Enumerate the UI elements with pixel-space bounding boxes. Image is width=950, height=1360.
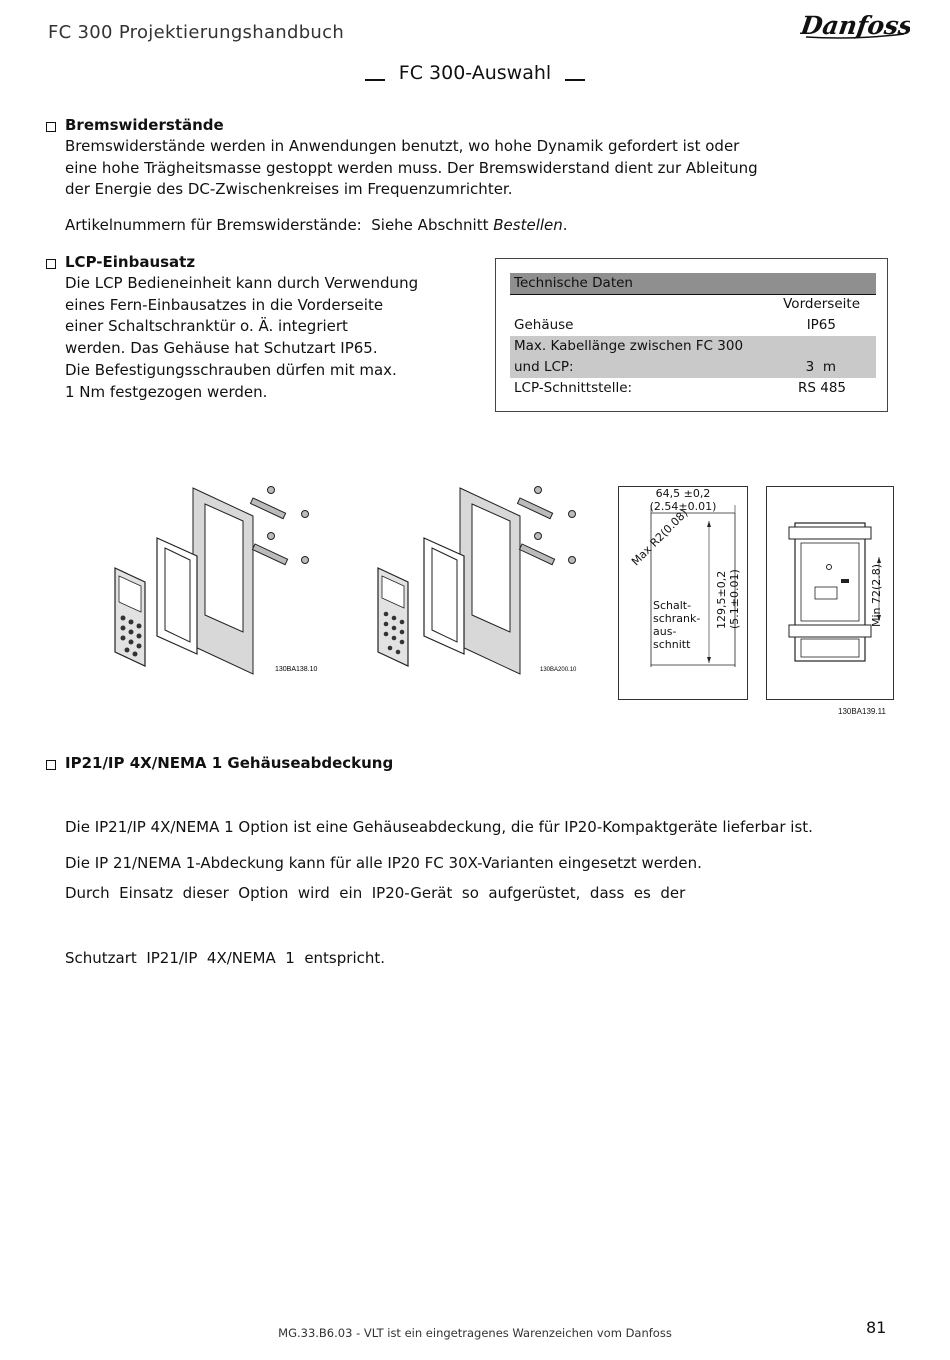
lcp-kit-exploded-drawing — [105, 478, 335, 678]
table-cell-label: und LCP: — [514, 359, 574, 375]
table-header-row — [510, 294, 876, 315]
footer-text: MG.33.B6.03 - VLT ist ein eingetragenes Warenzeichen vom Danfoss — [278, 1326, 672, 1340]
lcp-kit-exploded-drawing-variant — [372, 478, 602, 678]
height-mm: 129,5±0,2 — [715, 570, 728, 629]
lcp-paragraph — [65, 273, 418, 403]
danfoss-logo — [800, 4, 910, 50]
brake-line: der Energie des DC-Zwischenkreises im Frequenzumrichter. — [65, 180, 513, 199]
figure-code: 130BA138.10 — [275, 666, 318, 673]
min-dimension: Min 72(2.8) — [870, 563, 883, 627]
section-title — [0, 62, 950, 84]
svg-text:Danfoss: Danfoss — [800, 10, 910, 40]
brake-heading: Bremswiderstände — [65, 116, 224, 134]
technical-data-table — [495, 258, 888, 412]
lcp-heading: LCP-Einbausatz — [65, 253, 196, 271]
brake-line: eine hohe Trägheitsmasse gestoppt werden muss. Der Bremswiderstand dient zur Ableitung — [65, 158, 758, 177]
table-cell-value: IP65 — [806, 317, 836, 333]
figure-code: 130BA139.11 — [838, 707, 886, 716]
bullet-checkbox-icon — [46, 122, 56, 132]
cutout-label-line: aus- — [653, 625, 677, 638]
lcp-line: Die LCP Bedieneinheit kann durch Verwendung — [65, 274, 419, 292]
ip21-paragraph — [65, 774, 813, 991]
brake-ref-prefix: Artikelnummern für Bremswiderstände: Siehe Abschnitt — [65, 216, 494, 234]
ip21-note: Die IP 21/NEMA 1-Abdeckung kann für alle IP20 FC 30X-Varianten eingesetzt werden. — [65, 854, 702, 872]
table-cell-label: Max. Kabellänge zwischen FC 300 — [514, 338, 744, 354]
table-cell-value: 3 m — [805, 359, 836, 375]
bullet-checkbox-icon — [46, 760, 56, 770]
lcp-line: 1 Nm festgezogen werden. — [65, 382, 268, 401]
lcp-line: werden. Das Gehäuse hat Schutzart IP65. — [65, 339, 378, 358]
cutout-label-line: schrank- — [653, 612, 701, 625]
figure-code: 130BA200.10 — [540, 667, 577, 673]
lcp-line: eines Fern-Einbausatzes in die Vorderseite — [65, 295, 384, 314]
cutout-label-line: Schalt- — [653, 599, 692, 612]
table-row — [510, 315, 876, 336]
width-mm: 64,5 ±0,2 — [655, 487, 711, 500]
lcp-rear-view-drawing — [766, 486, 894, 700]
height-inch: (5.1±0.01) — [728, 569, 741, 629]
table-cell-label: Gehäuse — [514, 317, 574, 333]
height-dimension — [715, 569, 741, 629]
cutout-label-line: schnitt — [653, 638, 691, 651]
table-cell-label: LCP-Schnittstelle: — [514, 380, 633, 396]
table-cell-value: RS 485 — [797, 380, 846, 396]
ip21-line: Durch Einsatz dieser Option wird ein IP20-Gerät so aufgerüstet, dass es der — [65, 883, 686, 902]
table-row — [510, 336, 876, 357]
section-title-text: FC 300-Auswahl — [398, 62, 552, 84]
cutout-label — [653, 599, 700, 651]
table-title-row — [510, 273, 876, 295]
table-row — [510, 378, 876, 399]
brake-reference — [65, 215, 568, 237]
lcp-line: Die Befestigungsschrauben dürfen mit max. — [65, 360, 397, 379]
width-inch: (2.54±0.01) — [649, 500, 717, 513]
radius-dimension: Max R2(0.08) — [629, 506, 691, 569]
ip21-line: Schutzart IP21/IP 4X/NEMA 1 entspricht. — [65, 948, 386, 967]
ip21-heading: IP21/IP 4X/NEMA 1 Gehäuseabdeckung — [65, 754, 394, 772]
brake-paragraph — [65, 136, 758, 201]
ip21-line: Die IP21/IP 4X/NEMA 1 Option ist eine Gehäuseabdeckung, die für IP20-Kompaktgeräte lieferbar ist. — [65, 818, 813, 837]
table-title: Technische Daten — [514, 275, 633, 291]
lcp-line: einer Schaltschranktür o. Ä. integriert — [65, 317, 348, 336]
brake-line: Bremswiderstände werden in Anwendungen benutzt, wo hohe Dynamik gefordert ist oder — [65, 137, 740, 155]
page-number: 81 — [866, 1318, 887, 1337]
bullet-checkbox-icon — [46, 259, 56, 269]
table-row — [510, 357, 876, 378]
document-title: FC 300 Projektierungshandbuch — [48, 22, 345, 43]
brake-ref-suffix: . — [562, 216, 568, 234]
table-col-header: Vorderseite — [783, 296, 860, 312]
cutout-dimension-drawing — [618, 486, 748, 700]
bestellen-link[interactable]: Bestellen — [493, 216, 563, 234]
